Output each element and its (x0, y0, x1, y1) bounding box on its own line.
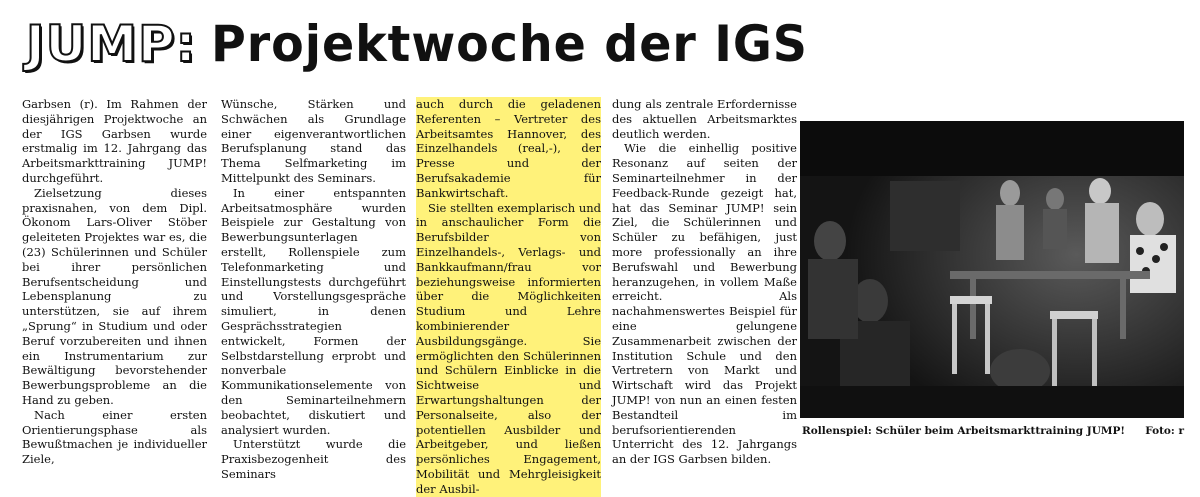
paragraph-highlighted: auch durch die geladenen Referenten – Vertreter des Arbeitsamtes Hannover, des Einzelhandels (real,-), der Presse und der Berufsakademie für Bankwirtschaft. (416, 97, 601, 200)
paragraph: Unterstützt wurde die Praxisbezogenheit des Seminars (221, 437, 406, 481)
paragraph: Zielsetzung dieses praxisnahen, von dem Dipl. Ökonom Lars-Oliver Stöber geleiteten Projektes war es, die (23) Schülerinnen und Schüler bei ihrer persönlichen Berufsentscheidung und Lebensplanung zu unterstützen, sie auf ihrem „Sprung“ in Studium und oder Beruf vorzubereiten und ihnen ein Instrumentarium zur Bewältigung bevorstehender Bewerbungsprobleme an die Hand zu geben. (22, 185, 207, 407)
photo-caption-text: Rollenspiel: Schüler beim Arbeitsmarkttraining JUMP! (802, 425, 1126, 437)
photo-credit: Foto: r (1145, 425, 1184, 437)
paragraph-highlighted: Sie stellten exemplarisch und in anschaulicher Form die Berufsbilder von Einzelhandels-, Verlags- und Bankkaufmann/frau vor beziehungsweise informierten über die Möglichkeiten Studium und Lehre kombinierender Ausbildungsgänge. Sie ermöglichten den Schülerinnen und Schülern Einblicke in die Sichtweise und Erwartungshaltungen der Personalseite, also der potentiellen Ausbilder und Arbeitgeber, und ließen persönliches Engagement, Mobilität und Mehrgleisigkeit der Ausbil- (416, 200, 601, 496)
paragraph: Wünsche, Stärken und Schwächen als Grundlage einer eigenverantwortlichen Berufsplanung stand das Thema Selfmarketing im Mittelpunkt des Seminars. (221, 97, 406, 185)
headline-title: Projektwoche der IGS (210, 15, 808, 73)
paragraph: In einer entspannten Arbeitsatmosphäre wurden Beispiele zur Gestaltung von Bewerbungsunterlagen erstellt, Rollenspiele zum Telefonmarketing und Einstellungstests durchgeführt und Vorstellungsgespräche simuliert, in denen Gesprächsstrategien entwickelt, Formen der Selbstdarstellung erprobt und nonverbale Kommunikationselemente von den Seminarteilnehmern beobachtet, diskutiert und analysiert wurden. (221, 185, 406, 437)
photo-caption (802, 425, 1184, 437)
paragraph: dung als zentrale Erfordernisse des aktuellen Arbeitsmarktes deutlich werden. (612, 97, 797, 141)
paragraph: Wie die einhellig positive Resonanz auf seiten der Seminarteilnehmer in der Feedback-Runde gezeigt hat, hat das Seminar JUMP! sein Ziel, die Schülerinnen und Schüler zu befähigen, just more professionally an ihre Berufswahl und Bewerbung heranzugehen, in vollem Maße erreicht. Als nachahmenswertes Beispiel für eine gelungene Zusammenarbeit zwischen der Institution Schule und den Vertretern von Markt und Wirtschaft wird das Projekt JUMP! von nun an einen festen Bestandteil im berufsorientierenden Unterricht des 12. Jahrgangs an der IGS Garbsen bilden. (612, 141, 797, 467)
article-column-1 (22, 97, 207, 467)
article-column-3 (416, 97, 601, 497)
paragraph: Nach einer ersten Orientierungsphase als Bewußtmachen je individueller Ziele, (22, 407, 207, 467)
article-photo (800, 121, 1184, 418)
headline-brand: JUMP: (26, 15, 197, 73)
article-column-2 (221, 97, 406, 482)
roleplay-photo-illustration (800, 121, 1184, 418)
article-column-4 (612, 97, 797, 467)
headline (26, 14, 839, 74)
paragraph: Garbsen (r). Im Rahmen der diesjährigen Projektwoche an der IGS Garbsen wurde erstmalig im 12. Jahrgang das Arbeitsmarkttraining JUMP! durchgeführt. (22, 97, 207, 185)
